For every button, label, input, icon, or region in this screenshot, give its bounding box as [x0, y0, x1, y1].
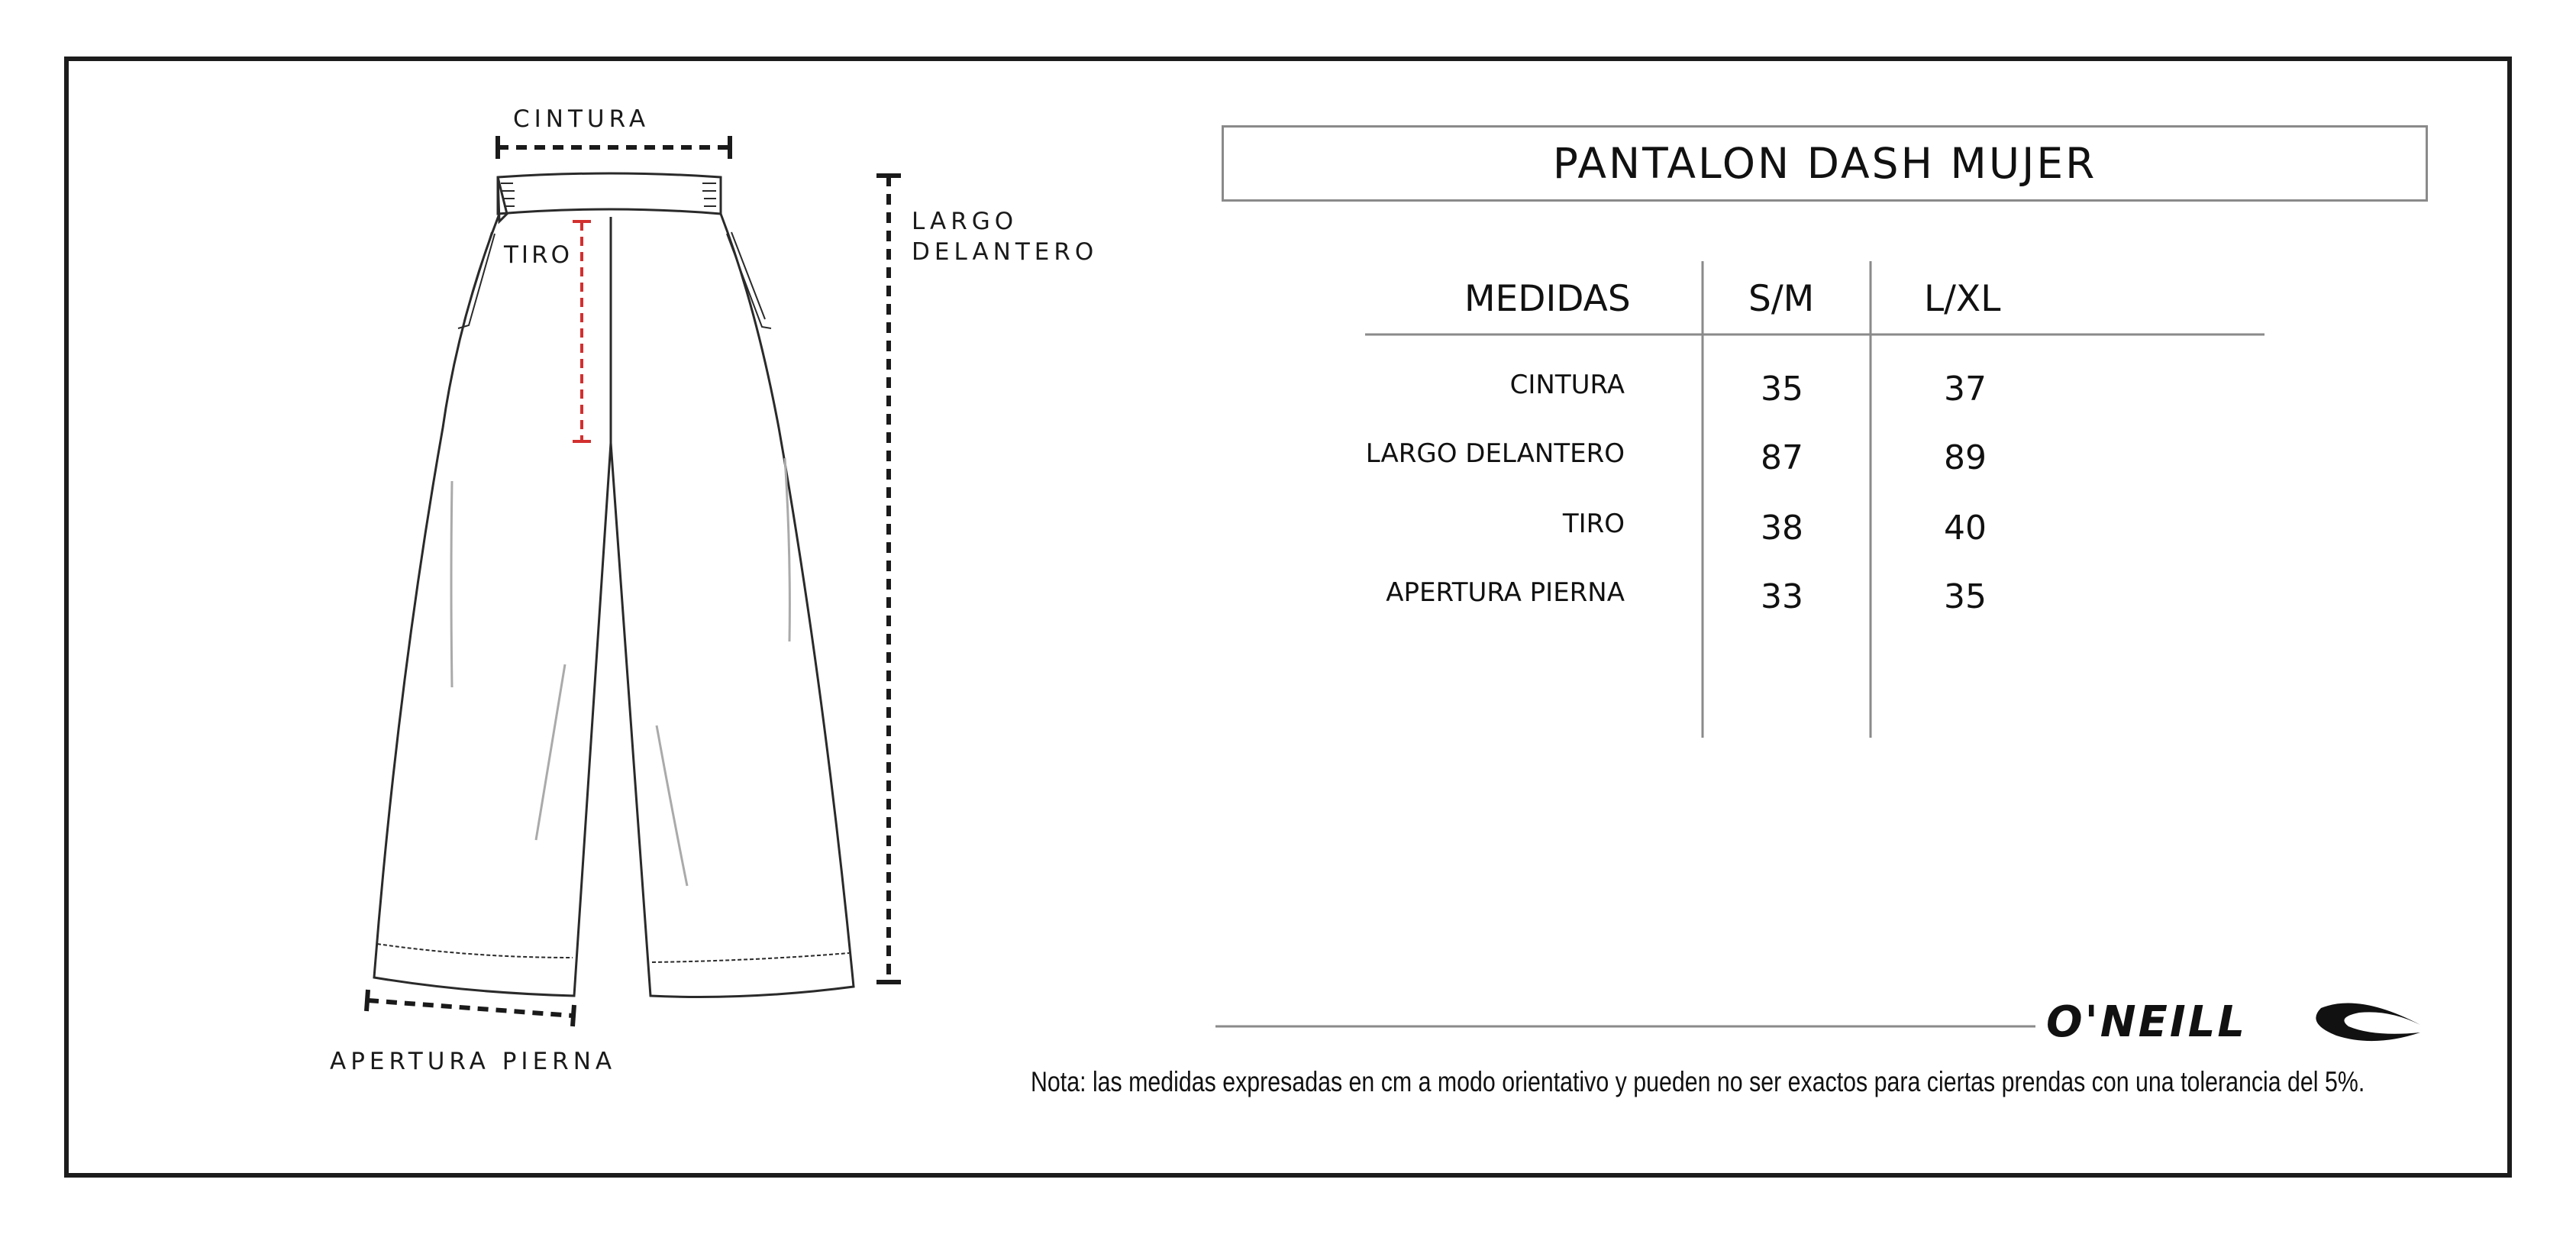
row-label: TIRO [1562, 509, 1625, 539]
cintura-label: CINTURA [513, 105, 650, 133]
row-label: CINTURA [1509, 370, 1625, 400]
largo-label-line2: DELANTERO [912, 238, 1099, 266]
oneill-wave-logo-icon [2316, 1003, 2420, 1042]
row-label: LARGO DELANTERO [1365, 438, 1625, 469]
row-value-lxl: 40 [1944, 509, 1987, 548]
apertura-label: APERTURA PIERNA [330, 1048, 617, 1075]
row-value-sm: 38 [1761, 509, 1803, 548]
footnote: Nota: las medidas expresadas en cm a modo orientativo y pueden no ser exactos para ciertas prendas con una tolerancia del 5%. [1031, 1066, 2365, 1097]
row-value-sm: 35 [1761, 370, 1803, 409]
row-value-lxl: 35 [1944, 577, 1987, 616]
brand-name: O'NEILL [2046, 997, 2248, 1047]
row-label: APERTURA PIERNA [1386, 577, 1625, 608]
table-title: PANTALON DASH MUJER [1552, 139, 2097, 188]
row-value-lxl: 37 [1944, 370, 1987, 409]
tiro-label: TIRO [504, 241, 573, 269]
header-medidas: MEDIDAS [1464, 278, 1631, 320]
row-value-sm: 87 [1761, 438, 1803, 477]
largo-label-line1: LARGO [912, 208, 1018, 235]
header-lxl: L/XL [1924, 278, 2001, 320]
row-value-lxl: 89 [1944, 438, 1987, 477]
header-sm: S/M [1748, 278, 1815, 320]
row-value-sm: 33 [1761, 577, 1803, 616]
